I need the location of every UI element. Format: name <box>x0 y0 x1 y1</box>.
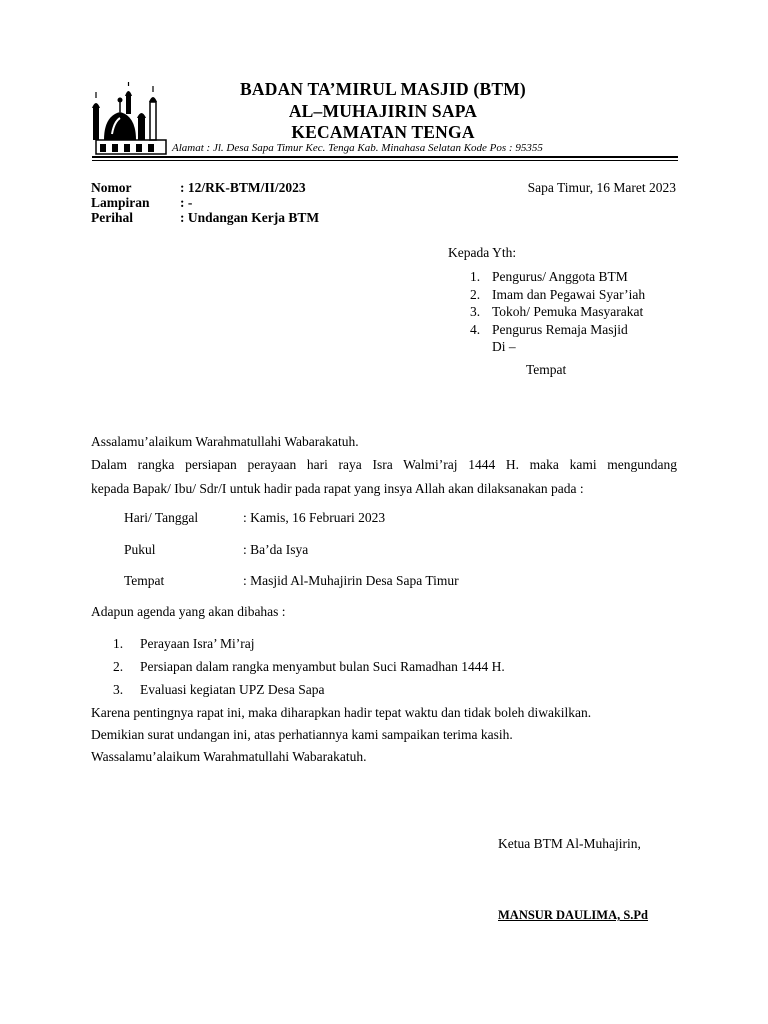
detail-value: : Kamis, 16 Februari 2023 <box>243 510 386 525</box>
recipient-item: 2. Imam dan Pegawai Syar’iah <box>470 287 646 302</box>
recipient-di: Di – <box>492 339 516 354</box>
salam-closing: Wassalamu’alaikum Warahmatullahi Wabarakatuh. <box>91 749 367 764</box>
header-rule-thin <box>92 160 678 161</box>
place-date: Sapa Timur, 16 Maret 2023 <box>527 180 676 195</box>
detail-label: Pukul <box>124 542 156 557</box>
closing-line: Karena pentingnya rapat ini, maka diharapkan hadir tepat waktu dan tidak boleh diwakilkan. <box>91 705 592 720</box>
perihal-label: Perihal <box>91 210 133 225</box>
recipient-item: 1. Pengurus/ Anggota BTM <box>470 269 628 284</box>
org-name: BADAN TA’MIRUL MASJID (BTM) <box>240 79 526 99</box>
org-district: KECAMATAN TENGA <box>291 122 475 142</box>
agenda-item: 2. Persiapan dalam rangka menyambut bulan Suci Ramadhan 1444 H. <box>113 659 505 674</box>
header-rule <box>92 156 678 158</box>
address: Alamat : Jl. Desa Sapa Timur Kec. Tenga Kab. Minahasa Selatan Kode Pos : 95355 <box>172 142 543 154</box>
agenda-intro: Adapun agenda yang akan dibahas : <box>91 604 286 619</box>
perihal-value: : Undangan Kerja BTM <box>180 210 320 225</box>
signature-name: MANSUR DAULIMA, S.Pd <box>498 908 649 922</box>
org-branch: AL–MUHAJIRIN SAPA <box>288 101 478 121</box>
recipient-tempat: Tempat <box>526 362 567 377</box>
nomor-label: Nomor <box>91 180 132 195</box>
agenda-item: 3. Evaluasi kegiatan UPZ Desa Sapa <box>113 682 325 697</box>
recipient-greeting: Kepada Yth: <box>448 245 517 260</box>
recipient-item: 4. Pengurus Remaja Masjid <box>470 322 628 337</box>
signature-title: Ketua BTM Al-Muhajirin, <box>498 836 641 851</box>
salam-opening: Assalamu’alaikum Warahmatullahi Wabarakatuh. <box>91 434 359 449</box>
detail-label: Tempat <box>124 573 165 588</box>
detail-value: : Masjid Al-Muhajirin Desa Sapa Timur <box>243 573 459 588</box>
lampiran-label: Lampiran <box>91 195 150 210</box>
nomor-value: : 12/RK-BTM/II/2023 <box>180 180 306 195</box>
closing-line: Demikian surat undangan ini, atas perhatiannya kami sampaikan terima kasih. <box>91 727 513 742</box>
lampiran-value: : - <box>180 195 193 210</box>
detail-value: : Ba’da Isya <box>243 542 309 557</box>
detail-label: Hari/ Tanggal <box>124 510 199 525</box>
agenda-item: 1. Perayaan Isra’ Mi’raj <box>113 636 255 651</box>
recipient-item: 3. Tokoh/ Pemuka Masyarakat <box>470 304 644 319</box>
paragraph-line: Dalam rangka persiapan perayaan hari raya Isra Walmi’raj 1444 H. maka kami mengundang <box>91 457 677 472</box>
paragraph-line: kepada Bapak/ Ibu/ Sdr/I untuk hadir pada rapat yang insya Allah akan dilaksanakan pada : <box>91 481 584 496</box>
